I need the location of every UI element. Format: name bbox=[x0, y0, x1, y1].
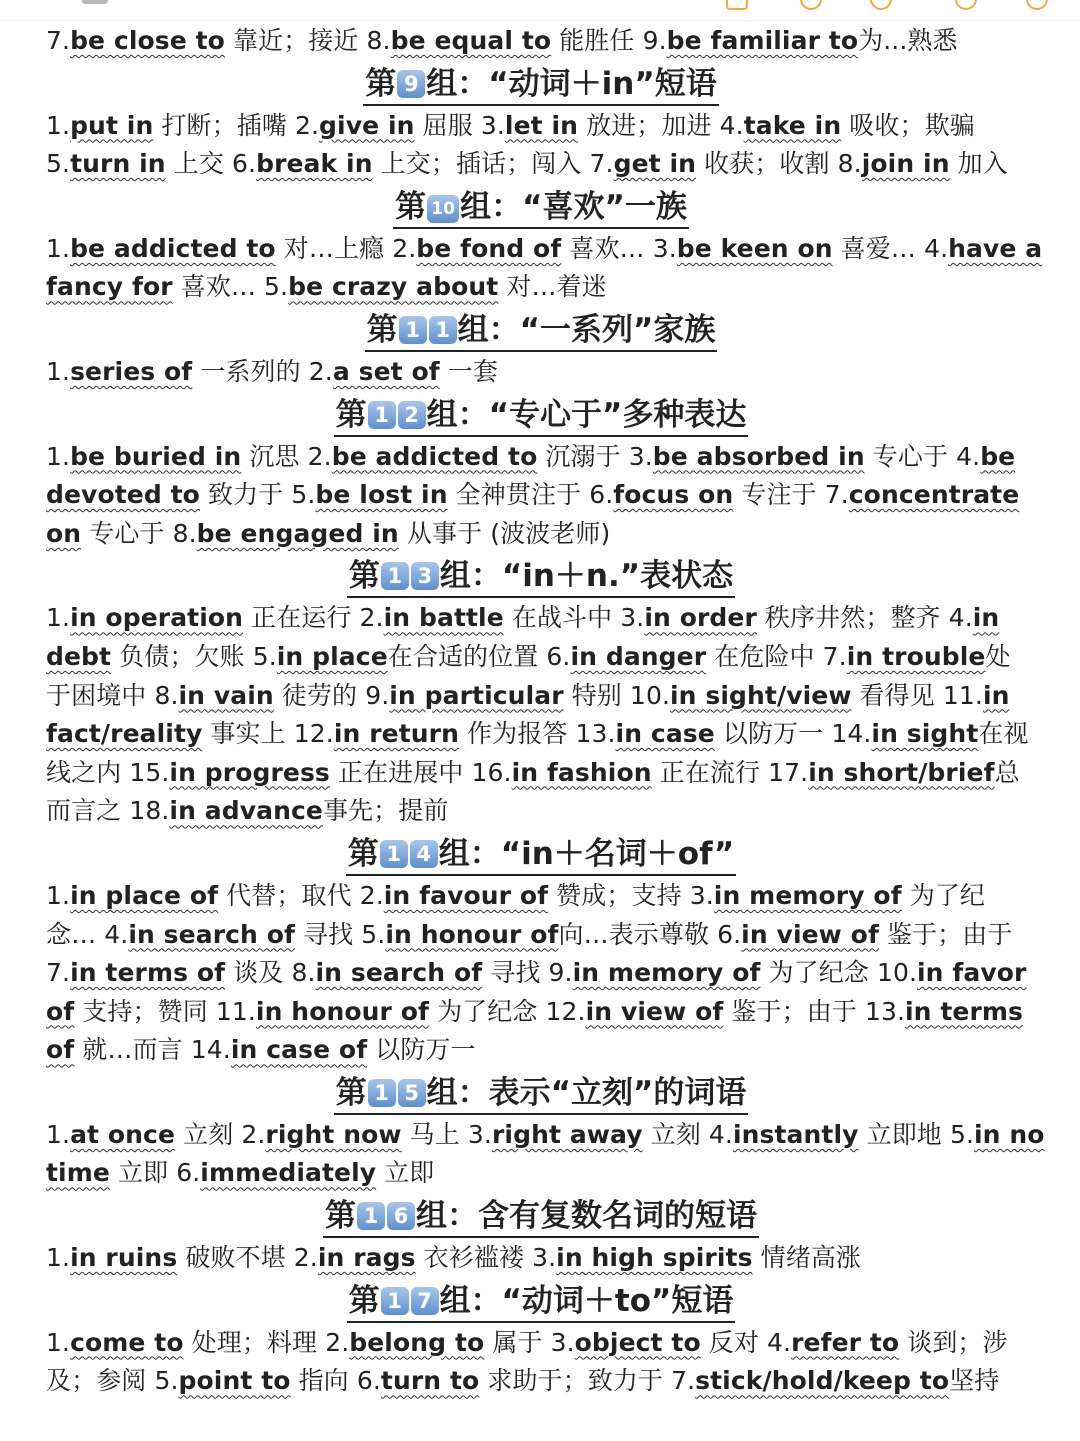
english-phrase: right now bbox=[265, 1119, 402, 1149]
english-phrase: in rags bbox=[317, 1243, 416, 1273]
english-phrase: in battle bbox=[383, 603, 504, 633]
favorite-icon[interactable] bbox=[955, 0, 977, 10]
heading-title: 组：含有复数名词的短语 bbox=[416, 1198, 757, 1235]
english-phrase: put in bbox=[70, 110, 154, 140]
number-keycap-icon: 2 bbox=[398, 401, 426, 429]
group-17-body bbox=[46, 1324, 1036, 1401]
heading-text bbox=[347, 556, 735, 598]
english-phrase: in sight/view bbox=[670, 680, 852, 710]
english-phrase: in memory of bbox=[572, 958, 761, 988]
meaning-text: 收获；收割 8. bbox=[696, 149, 862, 179]
group-16-body bbox=[46, 1239, 1036, 1278]
english-phrase: on bbox=[46, 518, 82, 548]
english-phrase: refer to bbox=[791, 1327, 900, 1357]
meaning-text: 马上 3. bbox=[401, 1119, 492, 1149]
heading-title: 组：“一系列”家族 bbox=[457, 311, 716, 348]
text-line bbox=[46, 754, 1036, 793]
text-line bbox=[46, 145, 1036, 184]
english-phrase: right away bbox=[491, 1119, 643, 1149]
english-phrase: get in bbox=[613, 149, 697, 179]
meaning-text: 情绪高涨 bbox=[752, 1243, 862, 1273]
english-phrase: take in bbox=[743, 110, 842, 140]
english-phrase: in trouble bbox=[846, 641, 986, 671]
text-line bbox=[46, 515, 1036, 554]
english-phrase: in operation bbox=[70, 603, 244, 633]
meaning-text: 1. bbox=[46, 1119, 71, 1149]
heading-prefix: 第 bbox=[335, 396, 367, 433]
text-line bbox=[46, 677, 1036, 716]
group-heading-9 bbox=[46, 61, 1036, 107]
english-phrase: immediately bbox=[200, 1158, 377, 1188]
text-line bbox=[46, 476, 1036, 515]
meaning-text: 1. bbox=[46, 356, 71, 386]
english-phrase: have a bbox=[948, 233, 1043, 263]
meaning-text: 支持；赞同 11. bbox=[74, 996, 256, 1026]
group-heading-11 bbox=[46, 307, 1036, 353]
meaning-text: 加入 bbox=[949, 149, 1008, 179]
heading-title: 组：表示“立刻”的词语 bbox=[426, 1074, 747, 1111]
meaning-text: 致力于 5. bbox=[199, 480, 316, 510]
text-line bbox=[46, 268, 1036, 307]
heading-title: 组：“in＋名词＋of” bbox=[438, 835, 735, 872]
heading-title: 组：“喜欢”一族 bbox=[460, 188, 687, 225]
group-14-body bbox=[46, 877, 1036, 1070]
meaning-text: 一系列的 2. bbox=[192, 356, 333, 386]
group-10-body bbox=[46, 230, 1043, 307]
text-line bbox=[46, 1031, 1036, 1070]
english-phrase: in sight bbox=[871, 719, 979, 749]
meaning-text: 线之内 15. bbox=[46, 757, 170, 787]
text-line bbox=[46, 1239, 1036, 1278]
timer-icon[interactable] bbox=[800, 0, 822, 10]
heading-text bbox=[323, 1196, 759, 1238]
meaning-text: 屈服 3. bbox=[414, 110, 505, 140]
english-phrase: in memory of bbox=[713, 880, 902, 910]
meaning-text: 1. bbox=[46, 1243, 71, 1273]
text-line bbox=[46, 1362, 1036, 1401]
heading-title: 组：“动词＋in”短语 bbox=[426, 65, 717, 102]
meaning-text: 立即地 5. bbox=[858, 1119, 974, 1149]
meaning-text: 代替；取代 2. bbox=[218, 880, 384, 910]
meaning-text: 1. bbox=[46, 603, 71, 633]
english-phrase: in terms of bbox=[70, 958, 226, 988]
number-keycap-icon: 3 bbox=[411, 562, 439, 590]
meaning-text: 正在进展中 16. bbox=[329, 757, 512, 787]
number-keycap-icon: 7 bbox=[411, 1287, 439, 1315]
meaning-text: 立即 bbox=[376, 1158, 435, 1188]
english-phrase: in ruins bbox=[70, 1243, 178, 1273]
english-phrase: in place of bbox=[70, 880, 219, 910]
meaning-text: 在危险中 7. bbox=[706, 641, 847, 671]
text-line bbox=[46, 877, 1036, 916]
english-phrase: be engaged in bbox=[196, 518, 399, 548]
english-phrase: fact/reality bbox=[46, 719, 203, 749]
english-phrase: in return bbox=[333, 719, 459, 749]
heading-text bbox=[363, 64, 718, 106]
english-phrase: time bbox=[46, 1158, 110, 1188]
group-heading-15 bbox=[46, 1070, 1036, 1116]
english-phrase: in vain bbox=[178, 680, 274, 710]
english-phrase: be keen on bbox=[676, 233, 833, 263]
english-phrase: in view of bbox=[741, 919, 879, 949]
group-15-body bbox=[46, 1116, 1045, 1193]
meaning-text: 能胜任 9. bbox=[551, 26, 667, 55]
heading-title: 组：“专心于”多种表达 bbox=[426, 396, 747, 433]
menu-handle-icon[interactable] bbox=[82, 0, 108, 4]
text-line bbox=[46, 22, 1036, 61]
meaning-text: 就…而言 14. bbox=[74, 1035, 231, 1065]
text-line bbox=[46, 993, 1036, 1032]
english-phrase: be addicted to bbox=[331, 441, 538, 471]
group-heading-10 bbox=[46, 184, 1036, 230]
meaning-text: 吸收；欺骗 bbox=[841, 110, 975, 140]
text-line bbox=[46, 353, 1036, 392]
english-phrase: be close to bbox=[70, 26, 225, 55]
text-line bbox=[46, 715, 1036, 754]
meaning-text: 全神贯注于 6. bbox=[447, 480, 614, 510]
meaning-text: 7. bbox=[46, 26, 71, 55]
number-keycap-icon: 10 bbox=[427, 195, 459, 223]
english-phrase: a set of bbox=[332, 356, 440, 386]
group-heading-13 bbox=[46, 553, 1036, 599]
english-phrase: break in bbox=[256, 149, 373, 179]
meaning-text: 立刻 4. bbox=[642, 1119, 733, 1149]
english-phrase: be addicted to bbox=[70, 233, 276, 263]
meaning-text: 事先；提前 bbox=[322, 796, 449, 826]
english-phrase: be absorbed in bbox=[652, 441, 865, 471]
meaning-text: 专心于 4. bbox=[864, 441, 981, 471]
meaning-text: 对…着迷 bbox=[498, 272, 607, 302]
top-toolbar bbox=[0, 0, 1080, 21]
share-icon[interactable] bbox=[870, 0, 892, 10]
text-line bbox=[46, 954, 1036, 993]
meaning-text: 为...熟悉 bbox=[858, 26, 958, 55]
meaning-text: 喜爱… 4. bbox=[832, 233, 949, 263]
english-phrase: be buried in bbox=[70, 441, 242, 471]
meaning-text: 7. bbox=[46, 958, 71, 988]
meaning-text: 喜欢… 3. bbox=[561, 233, 677, 263]
meaning-text: 一套 bbox=[439, 356, 499, 386]
heading-prefix: 第 bbox=[347, 835, 379, 872]
meaning-text: 对…上瘾 2. bbox=[275, 233, 417, 263]
meaning-text: 属于 3. bbox=[484, 1327, 575, 1357]
english-phrase: of bbox=[46, 996, 75, 1026]
meaning-text: 谈及 8. bbox=[225, 958, 316, 988]
meaning-text: 在视 bbox=[978, 719, 1029, 749]
number-keycap-icon: 1 bbox=[368, 401, 396, 429]
english-phrase: in advance bbox=[169, 796, 323, 826]
english-phrase: give in bbox=[319, 110, 415, 140]
english-phrase: be lost in bbox=[315, 480, 448, 510]
english-phrase: in search of bbox=[315, 958, 483, 988]
english-phrase: be bbox=[980, 441, 1016, 471]
text-line bbox=[46, 792, 1036, 831]
number-keycap-icon: 9 bbox=[397, 70, 425, 98]
english-phrase: let in bbox=[504, 110, 579, 140]
english-phrase: in danger bbox=[570, 641, 707, 671]
group-heading-12 bbox=[46, 392, 1036, 438]
meaning-text: 鉴于；由于 bbox=[878, 919, 1013, 949]
group-9-body bbox=[46, 107, 1036, 184]
meaning-text: 打断；插嘴 2. bbox=[153, 110, 320, 140]
english-phrase: in place bbox=[276, 641, 388, 671]
group-heading-17 bbox=[46, 1278, 1036, 1324]
english-phrase: in particular bbox=[389, 680, 564, 710]
meaning-text: 上交；插话；闯入 7. bbox=[372, 149, 614, 179]
english-phrase: in case of bbox=[230, 1035, 368, 1065]
number-keycap-icon: 1 bbox=[381, 1287, 409, 1315]
heading-prefix: 第 bbox=[366, 311, 398, 348]
meaning-text: 上交 6. bbox=[165, 149, 257, 179]
meaning-text: 靠近；接近 8. bbox=[224, 26, 391, 55]
group-heading-14 bbox=[46, 831, 1036, 877]
meaning-text: 寻找 5. bbox=[295, 919, 386, 949]
meaning-text: 喜欢… 5. bbox=[172, 272, 289, 302]
meaning-text: 1. bbox=[46, 1327, 71, 1357]
meaning-text: 鉴于；由于 13. bbox=[723, 996, 905, 1026]
heading-prefix: 第 bbox=[395, 188, 427, 225]
meaning-text: 坚持 bbox=[949, 1366, 1000, 1396]
english-phrase: in progress bbox=[169, 757, 330, 787]
english-phrase: in terms bbox=[905, 996, 1024, 1026]
number-keycap-icon: 4 bbox=[410, 840, 438, 868]
group-heading-16 bbox=[46, 1193, 1036, 1239]
number-keycap-icon: 1 bbox=[429, 316, 457, 344]
meaning-text: 负债；欠账 5. bbox=[111, 641, 277, 671]
meaning-text: 破败不堪 2. bbox=[177, 1243, 318, 1273]
meaning-text: 念… 4. bbox=[46, 919, 129, 949]
meaning-text: 指向 6. bbox=[290, 1366, 381, 1396]
english-phrase: in order bbox=[644, 603, 757, 633]
number-keycap-icon: 5 bbox=[398, 1079, 426, 1107]
meaning-text: 而言之 18. bbox=[46, 796, 170, 826]
meaning-text: 1. bbox=[46, 233, 71, 263]
english-phrase: instantly bbox=[732, 1119, 859, 1149]
english-phrase: belong to bbox=[349, 1327, 485, 1357]
meaning-text: 放进；加进 4. bbox=[578, 110, 744, 140]
heading-text bbox=[393, 187, 689, 229]
english-phrase: of bbox=[46, 1035, 75, 1065]
text-line bbox=[46, 1116, 1045, 1155]
heading-prefix: 第 bbox=[335, 1074, 367, 1111]
meaning-text: 在合适的位置 6. bbox=[387, 641, 571, 671]
group-11-body bbox=[46, 353, 1036, 392]
english-phrase: be equal to bbox=[390, 26, 552, 55]
note-icon[interactable] bbox=[726, 0, 748, 10]
english-phrase: stick/hold/keep to bbox=[695, 1366, 950, 1396]
meaning-text: 处理；料理 2. bbox=[183, 1327, 350, 1357]
meaning-text: 从事于 (波波老师) bbox=[398, 518, 611, 548]
meaning-text: 为了纪念 12. bbox=[429, 996, 586, 1026]
english-phrase: in search of bbox=[128, 919, 295, 949]
english-phrase: be crazy about bbox=[288, 272, 499, 302]
english-phrase: in bbox=[972, 603, 1000, 633]
meaning-text: 以防万一 bbox=[367, 1035, 476, 1065]
number-keycap-icon: 1 bbox=[380, 840, 408, 868]
meaning-text: 反对 4. bbox=[700, 1327, 792, 1357]
heading-prefix: 第 bbox=[348, 1282, 380, 1319]
group-12-body bbox=[46, 438, 1036, 554]
number-keycap-icon: 1 bbox=[399, 316, 427, 344]
text-line bbox=[46, 107, 1036, 146]
english-phrase: debt bbox=[46, 641, 112, 671]
meaning-text: 专心于 8. bbox=[81, 518, 197, 548]
english-phrase: point to bbox=[178, 1366, 291, 1396]
meaning-text: 处 bbox=[985, 641, 1011, 671]
english-phrase: join in bbox=[861, 149, 950, 179]
english-phrase: in short/brief bbox=[808, 757, 995, 787]
heading-text bbox=[365, 310, 718, 352]
english-phrase: at once bbox=[70, 1119, 176, 1149]
english-phrase: series of bbox=[70, 356, 193, 386]
text-line bbox=[46, 916, 1036, 955]
meaning-text: 1. bbox=[46, 110, 71, 140]
english-phrase: devoted to bbox=[46, 480, 200, 510]
english-phrase: in case bbox=[615, 719, 715, 749]
heading-prefix: 第 bbox=[325, 1198, 356, 1235]
heading-text bbox=[346, 834, 737, 876]
number-keycap-icon: 6 bbox=[387, 1202, 415, 1230]
english-phrase: turn to bbox=[380, 1366, 480, 1396]
meaning-text: 求助于；致力于 7. bbox=[479, 1366, 696, 1396]
meaning-text: 向…表示尊敬 6. bbox=[558, 919, 742, 949]
english-phrase: in favor bbox=[917, 958, 1027, 988]
more-icon[interactable] bbox=[1026, 0, 1048, 10]
meaning-text: 于困境中 8. bbox=[46, 680, 179, 710]
meaning-text: 总 bbox=[994, 757, 1020, 787]
heading-text bbox=[334, 1073, 749, 1115]
heading-text bbox=[347, 1281, 736, 1323]
text-line bbox=[46, 438, 1036, 477]
meaning-text: 正在运行 2. bbox=[243, 603, 384, 633]
number-keycap-icon: 1 bbox=[357, 1202, 385, 1230]
meaning-text: 徒劳的 9. bbox=[273, 680, 390, 710]
english-phrase: in bbox=[982, 680, 1010, 710]
group-13-body bbox=[46, 599, 1036, 831]
meaning-text: 1. bbox=[46, 880, 71, 910]
english-phrase: in high spirits bbox=[556, 1243, 753, 1273]
meaning-text: 衣衫褴褛 3. bbox=[415, 1243, 557, 1273]
english-phrase: be fond of bbox=[416, 233, 562, 263]
english-phrase: concentrate bbox=[848, 480, 1020, 510]
heading-title: 组：“in＋n.”表状态 bbox=[439, 558, 734, 595]
meaning-text: 立刻 2. bbox=[175, 1119, 266, 1149]
english-phrase: in honour of bbox=[385, 919, 559, 949]
meaning-text: 沉溺于 3. bbox=[537, 441, 653, 471]
text-line bbox=[46, 1324, 1036, 1363]
meaning-text: 为了纪 bbox=[901, 880, 986, 910]
meaning-text: 在战斗中 3. bbox=[503, 603, 645, 633]
meaning-text: 寻找 9. bbox=[482, 958, 573, 988]
english-phrase: fancy for bbox=[46, 272, 173, 302]
meaning-text: 特别 10. bbox=[563, 680, 670, 710]
heading-prefix: 第 bbox=[348, 558, 380, 595]
english-phrase: in fashion bbox=[511, 757, 652, 787]
text-line bbox=[46, 638, 1036, 677]
english-phrase: be familiar to bbox=[666, 26, 859, 55]
english-phrase: in view of bbox=[585, 996, 724, 1026]
meaning-text: 正在流行 17. bbox=[651, 757, 809, 787]
meaning-text: 1. bbox=[46, 441, 71, 471]
text-line bbox=[46, 1154, 1036, 1193]
text-line bbox=[46, 599, 1036, 638]
english-phrase: object to bbox=[574, 1327, 701, 1357]
meaning-text: 立即 6. bbox=[109, 1158, 201, 1188]
meaning-text: 秩序井然；整齐 4. bbox=[756, 603, 973, 633]
meaning-text: 及；参阅 5. bbox=[46, 1366, 179, 1396]
heading-title: 组：“动词＋to”短语 bbox=[439, 1282, 734, 1319]
heading-text bbox=[334, 395, 749, 437]
meaning-text: 为了纪念 10. bbox=[760, 958, 918, 988]
meaning-text: 5. bbox=[46, 149, 71, 179]
meaning-text: 沉思 2. bbox=[241, 441, 332, 471]
english-phrase: in favour of bbox=[383, 880, 549, 910]
meaning-text: 专注于 7. bbox=[733, 480, 849, 510]
english-phrase: focus on bbox=[613, 480, 734, 510]
phrase-document bbox=[46, 22, 1045, 1401]
english-phrase: in honour of bbox=[255, 996, 430, 1026]
english-phrase: in no bbox=[974, 1119, 1045, 1149]
meaning-text: 谈到；涉 bbox=[899, 1327, 1008, 1357]
heading-prefix: 第 bbox=[365, 65, 397, 102]
meaning-text: 赞成；支持 3. bbox=[548, 880, 714, 910]
number-keycap-icon: 1 bbox=[368, 1079, 396, 1107]
english-phrase: turn in bbox=[70, 149, 166, 179]
meaning-text: 作为报答 13. bbox=[458, 719, 616, 749]
text-line bbox=[46, 230, 1043, 269]
meaning-text: 以防万一 14. bbox=[714, 719, 872, 749]
english-phrase: come to bbox=[70, 1327, 184, 1357]
meaning-text: 事实上 12. bbox=[202, 719, 334, 749]
meaning-text: 看得见 11. bbox=[851, 680, 983, 710]
number-keycap-icon: 1 bbox=[381, 562, 409, 590]
